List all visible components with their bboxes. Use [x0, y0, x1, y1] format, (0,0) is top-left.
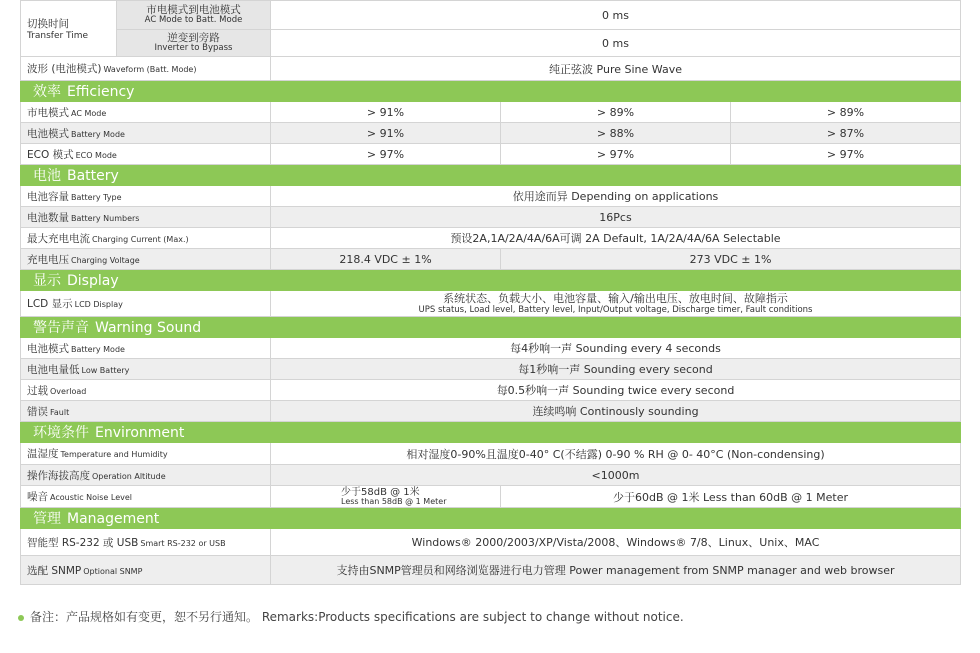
efficiency-row-ac: 市电模式 AC Mode > 91% > 89% > 89% — [21, 102, 961, 123]
transfer-inv-to-bypass-value: 0 ms — [271, 30, 961, 57]
transfer-inv-to-bypass-label: 逆变到旁路 Inverter to Bypass — [117, 30, 271, 57]
mgmt-smart-row: 智能型 RS-232 或 USB Smart RS-232 or USB Windows® 2000/2003/XP/Vista/2008、Windows® 7/8、Linux、Unix、MAC — [21, 529, 961, 556]
section-management: 管理 Management — [21, 508, 961, 529]
env-noise-row: 噪音 Acoustic Noise Level 少于58dB @ 1米 Less than 58dB @ 1 Meter 少于60dB @ 1米 Less than 60dB @ 1 Meter — [21, 486, 961, 508]
remarks-note: 备注：产品规格如有变更，恕不另行通知。 Remarks:Products specifications are subject to change without notice. — [18, 608, 684, 625]
warning-row-overload: 过载 Overload 每0.5秒响一声 Sounding twice every second — [21, 380, 961, 401]
waveform-value: 纯正弦波 Pure Sine Wave — [271, 57, 961, 81]
waveform-row — [21, 57, 961, 81]
battery-charge-voltage-row: 充电电压 Charging Voltage 218.4 VDC ± 1% 273 VDC ± 1% — [21, 249, 961, 270]
battery-charge-current-row: 最大充电电流 Charging Current (Max.) 预设2A,1A/2A/4A/6A可调 2A Default, 1A/2A/4A/6A Selectable — [21, 228, 961, 249]
battery-type-row: 电池容量 Battery Type 依用途而异 Depending on applications — [21, 186, 961, 207]
warning-row-fault: 错误 Fault 连续鸣响 Continously sounding — [21, 401, 961, 422]
transfer-row-2 — [21, 30, 961, 57]
display-lcd-row: LCD 显示 LCD Display 系统状态、负载大小、电池容量、输入/输出电压、放电时间、故障指示 UPS status, Load level, Battery level, Input/Output voltage, Discharge timer, Fault conditions — [21, 291, 961, 317]
section-efficiency: 效率 Efficiency — [21, 81, 961, 102]
waveform-label: 波形 (电池模式) Waveform (Batt. Mode) — [21, 57, 271, 81]
transfer-label: 切换时间 Transfer Time — [21, 1, 117, 57]
env-temperature-row: 温湿度 Temperature and Humidity 相对湿度0-90%且温度0-40° C(不结露) 0-90 % RH @ 0- 40°C (Non-condensing) — [21, 443, 961, 465]
transfer-ac-to-batt-label: 市电模式到电池模式 AC Mode to Batt. Mode — [117, 1, 271, 30]
bullet-dot-icon — [18, 615, 24, 621]
mgmt-snmp-row: 选配 SNMP Optional SNMP 支持由SNMP管理员和网络浏览器进行电力管理 Power management from SNMP manager and web browser — [21, 556, 961, 585]
transfer-row-1 — [21, 1, 961, 30]
env-altitude-row: 操作海拔高度 Operation Altitude <1000m — [21, 465, 961, 486]
spec-table — [20, 0, 961, 585]
transfer-ac-to-batt-value: 0 ms — [271, 1, 961, 30]
section-display: 显示 Display — [21, 270, 961, 291]
section-battery: 电池 Battery — [21, 165, 961, 186]
battery-number-row: 电池数量 Battery Numbers 16Pcs — [21, 207, 961, 228]
warning-row-low-battery: 电池电量低 Low Battery 每1秒响一声 Sounding every second — [21, 359, 961, 380]
section-warning-sound: 警告声音 Warning Sound — [21, 317, 961, 338]
section-environment: 环境条件 Environment — [21, 422, 961, 443]
efficiency-row-eco: ECO 模式 ECO Mode > 97% > 97% > 97% — [21, 144, 961, 165]
efficiency-row-battery: 电池模式 Battery Mode > 91% > 88% > 87% — [21, 123, 961, 144]
warning-row-battery: 电池模式 Battery Mode 每4秒响一声 Sounding every 4 seconds — [21, 338, 961, 359]
